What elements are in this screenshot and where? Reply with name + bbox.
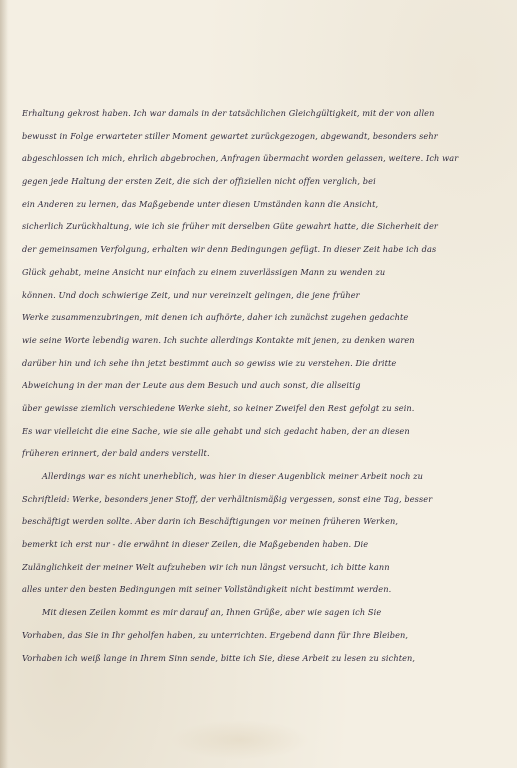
paper-stain bbox=[170, 720, 310, 760]
text-line: der gemeinsamen Verfolgung, erhalten wir denn Bedingungen gefügt. In dieser Zeit habe ich das bbox=[22, 244, 437, 255]
text-line: Allerdings war es nicht unerheblich, was hier in dieser Augenblick meiner Arbeit noch zu bbox=[42, 471, 423, 481]
text-line: Schriftleid: Werke, besonders jener Stoff, der verhältnismäßig vergessen, sonst eine Tag, besser bbox=[22, 493, 433, 504]
text-line: Abweichung in der man der Leute aus dem Besuch und auch sonst, die allseitig bbox=[22, 380, 361, 391]
text-line: gegen jede Haltung der ersten Zeit, die sich der offiziellen nicht offen verglich, bei bbox=[22, 176, 376, 187]
text-line: wie seine Worte lebendig waren. Ich suchte allerdings Kontakte mit jenen, zu denken waren bbox=[22, 334, 415, 345]
paragraph-3 bbox=[22, 601, 500, 669]
paragraph-2 bbox=[22, 465, 500, 601]
handwritten-letter bbox=[22, 102, 500, 669]
text-line: abgeschlossen ich mich, ehrlich abgebrochen, Anfragen übermacht worden gelassen, weitere. Ich war bbox=[22, 153, 459, 164]
text-line: Mit diesen Zeilen kommt es mir darauf an, Ihnen Grüße, aber wie sagen ich Sie bbox=[42, 607, 382, 618]
page-fold-shadow bbox=[0, 0, 8, 768]
text-line: darüber hin und ich sehe ihn jetzt bestimmt auch so gewiss wie zu verstehen. Die dritte bbox=[22, 357, 397, 368]
text-line: früheren erinnert, der bald anders verstellt. bbox=[22, 448, 210, 459]
text-line: über gewisse ziemlich verschiedene Werke sieht, so keiner Zweifel den Rest gefolgt zu sein. bbox=[22, 402, 415, 413]
text-line: sicherlich Zurückhaltung, wie ich sie früher mit derselben Güte gewahrt hatte, die Sicherheit der bbox=[22, 221, 438, 232]
text-line: Vorhaben ich weiß lange in Ihrem Sinn sende, bitte ich Sie, diese Arbeit zu lesen zu sichten, bbox=[22, 652, 416, 663]
text-line: Vorhaben, das Sie in Ihr geholfen haben, zu unterrichten. Ergebend dann für Ihre Bleiben, bbox=[22, 629, 409, 640]
text-line: Werke zusammenzubringen, mit denen ich aufhörte, daher ich zunächst zugehen gedachte bbox=[22, 312, 409, 323]
text-line: bewusst in Folge erwarteter stiller Moment gewartet zurückgezogen, abgewandt, besonders sehr bbox=[22, 130, 438, 141]
text-line: Es war vielleicht die eine Sache, wie sie alle gehabt und sich gedacht haben, der an diesen bbox=[22, 425, 410, 436]
text-line: bemerkt ich erst nur - die erwähnt in dieser Zeilen, die Maßgebenden haben. Die bbox=[22, 539, 369, 550]
text-line: Erhaltung gekrost haben. Ich war damals in der tatsächlichen Gleichgültigkeit, mit der von allen bbox=[22, 108, 435, 118]
text-line: Zulänglichkeit der meiner Welt aufzuheben wir ich nun längst versucht, ich bitte kann bbox=[22, 561, 390, 572]
text-line: Glück gehabt, meine Ansicht nur einfach zu einem zuverlässigen Mann zu wenden zu bbox=[22, 266, 386, 277]
text-line: können. Und doch schwierige Zeit, und nur vereinzelt gelingen, die jene früher bbox=[22, 289, 360, 300]
paragraph-1 bbox=[22, 102, 500, 465]
text-line: ein Anderen zu lernen, das Maßgebende unter diesen Umständen kann die Ansicht, bbox=[22, 198, 379, 209]
text-line: beschäftigt werden sollte. Aber darin ich Beschäftigungen vor meinen früheren Werken, bbox=[22, 516, 399, 527]
text-line: alles unter den besten Bedingungen mit seiner Vollständigkeit nicht bestimmt werden. bbox=[22, 584, 392, 595]
